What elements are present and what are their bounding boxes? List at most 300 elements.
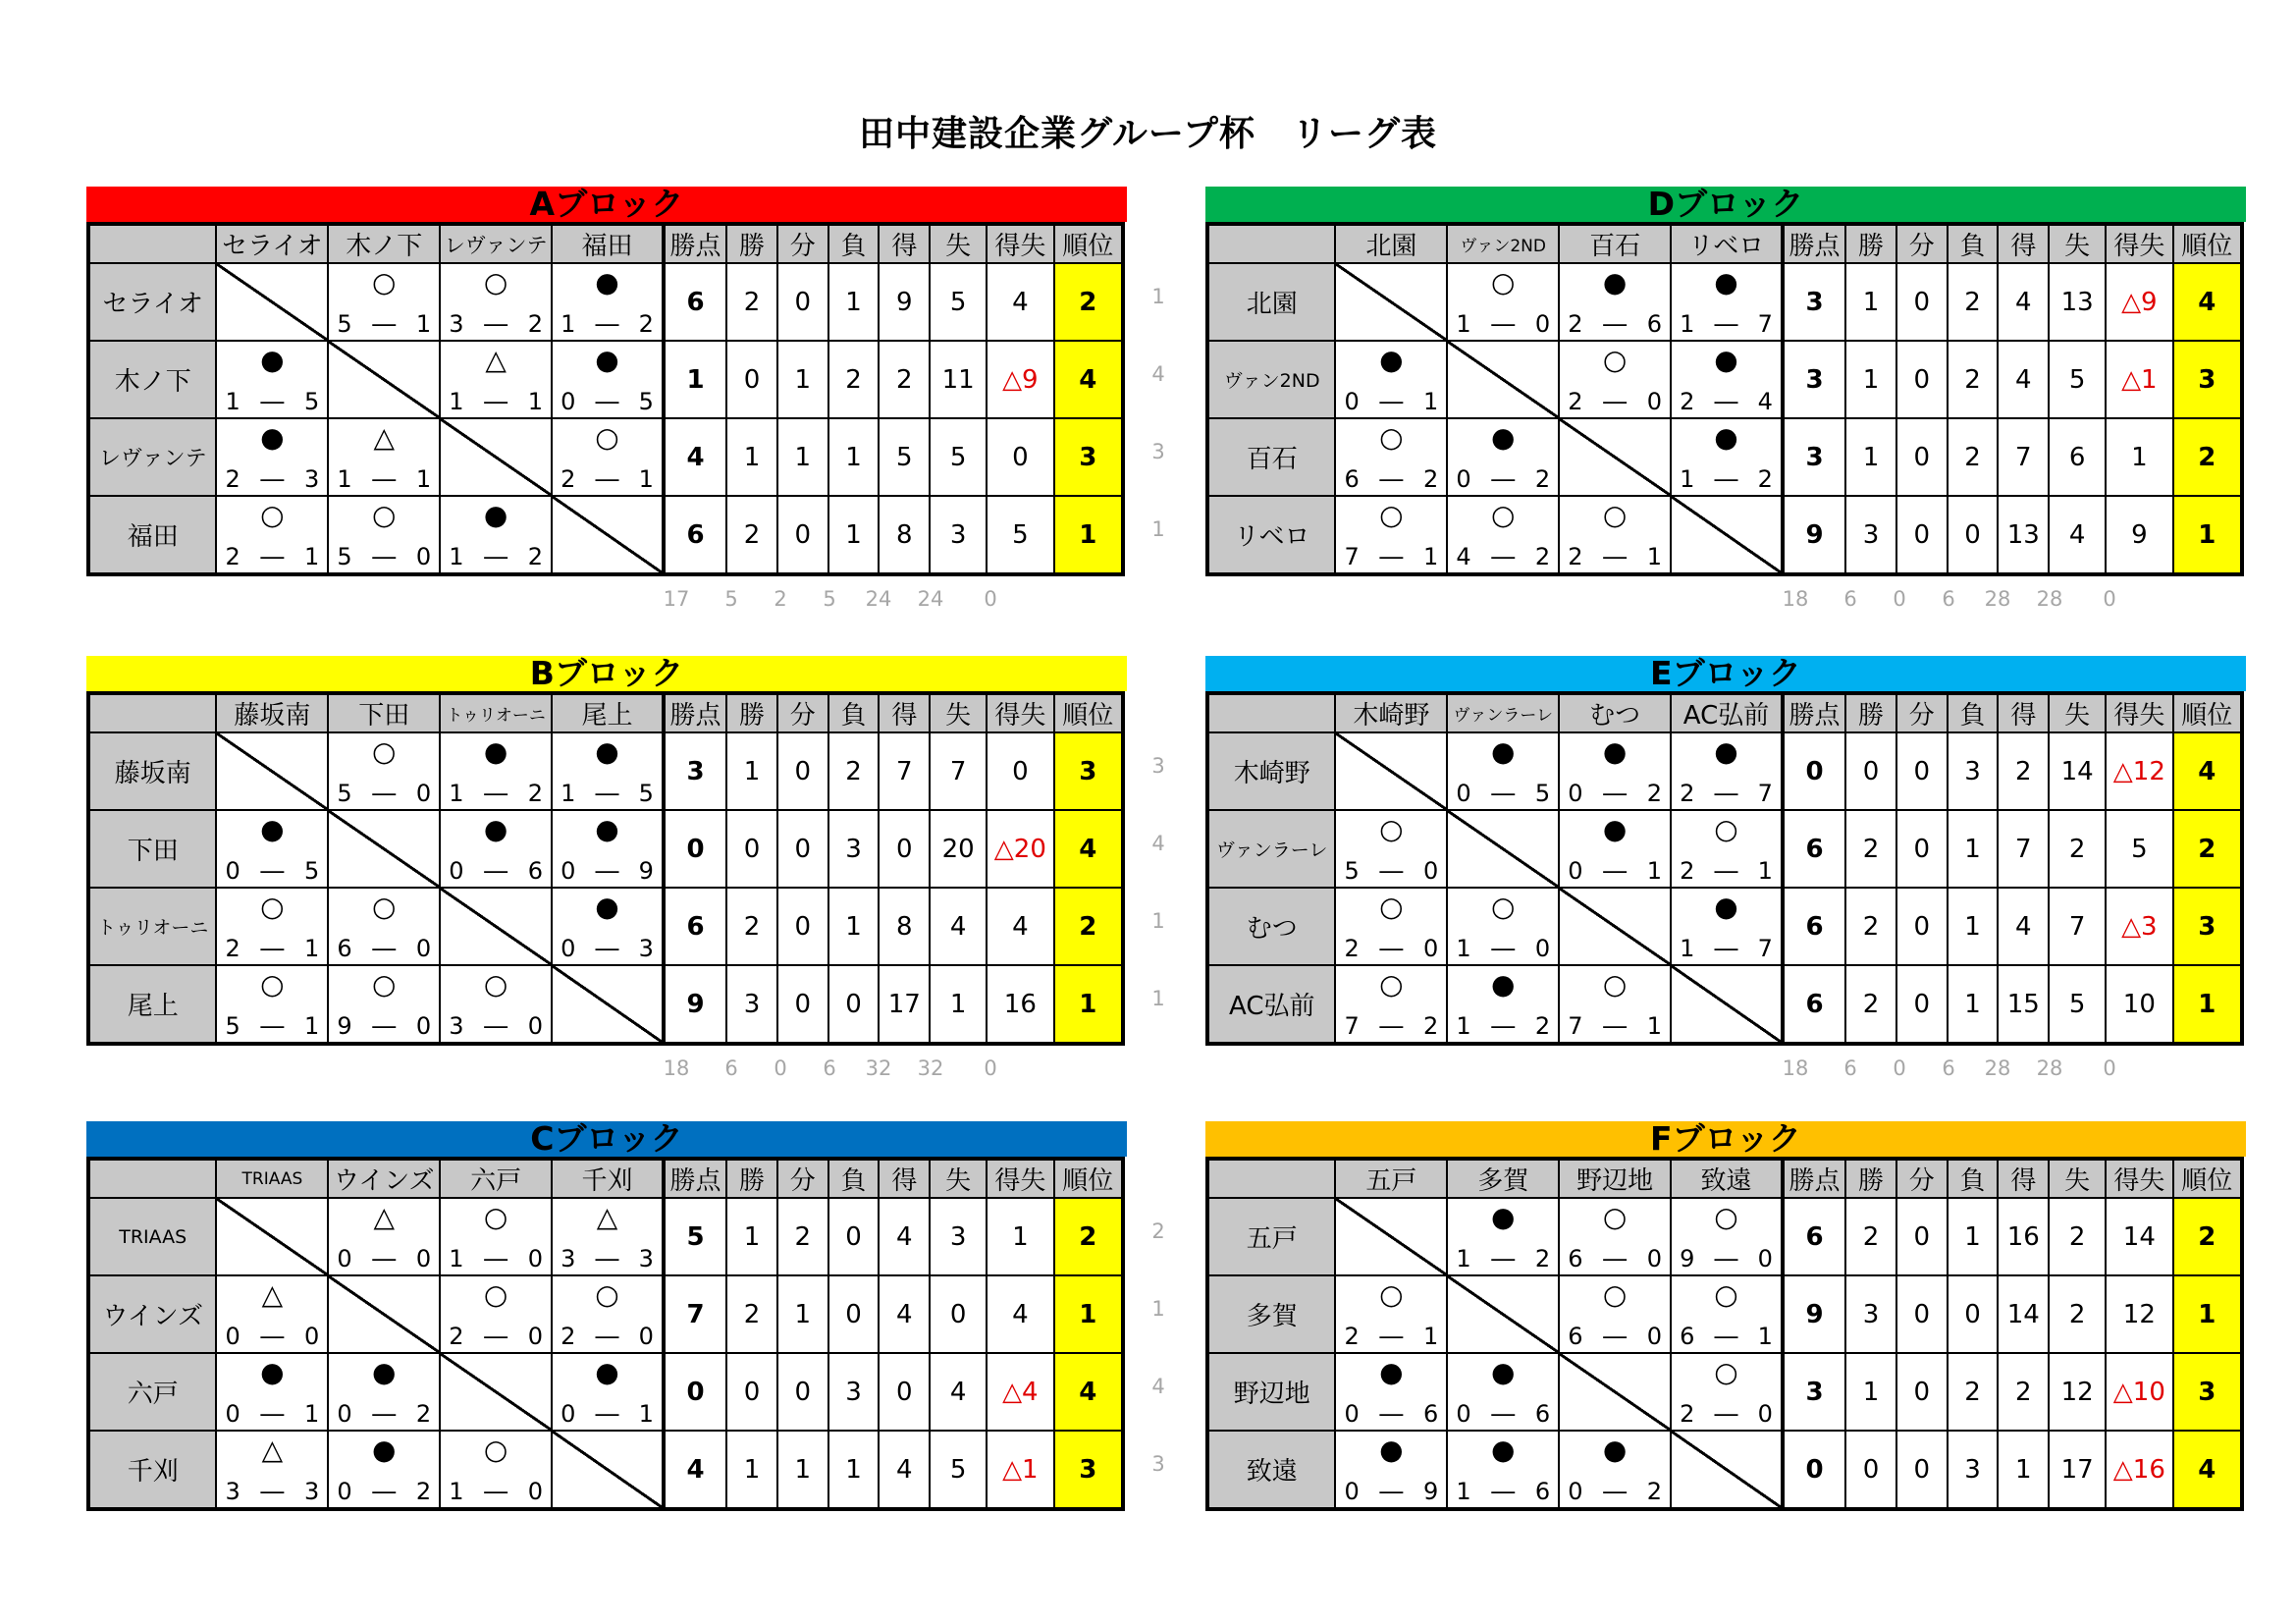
draws: 1	[777, 418, 828, 496]
goals-for: 5	[879, 418, 930, 496]
score-own: 3	[449, 1012, 464, 1040]
score-own: 0	[337, 1245, 352, 1272]
match-result	[1447, 888, 1559, 965]
result-mark: ○	[372, 891, 397, 923]
score-opponent: 0	[415, 1012, 432, 1040]
score-own: 2	[1568, 310, 1583, 338]
score-opponent: 1	[638, 465, 654, 493]
match-score	[1344, 1012, 1438, 1040]
draws: 0	[777, 496, 828, 574]
rank-cell: 1	[2173, 1275, 2243, 1353]
team-row	[1207, 965, 2242, 1044]
match-result	[552, 810, 664, 888]
match-result	[1559, 1198, 1671, 1275]
match-result	[216, 496, 328, 574]
score-opponent: 1	[1646, 857, 1663, 885]
score-own: 6	[1568, 1245, 1583, 1272]
result-mark: ○	[372, 968, 397, 1001]
standings-table	[1205, 691, 2244, 1046]
wins: 2	[1845, 965, 1896, 1044]
score-opponent: 6	[1534, 1400, 1551, 1428]
self-match-diagonal	[1335, 263, 1447, 341]
header-gd: 得失	[987, 693, 1053, 732]
losses: 1	[828, 418, 880, 496]
header-points: 勝点	[664, 1159, 726, 1198]
block-title: Fブロック	[1205, 1121, 2246, 1157]
score-own: 3	[449, 310, 464, 338]
losses: 2	[828, 341, 880, 418]
match-score	[449, 310, 543, 338]
losses: 2	[1948, 1353, 1999, 1431]
side-rank-note: 1	[1151, 1297, 1165, 1321]
score-own: 0	[225, 1400, 240, 1428]
points: 9	[1783, 496, 1845, 574]
team-row	[88, 1431, 1123, 1509]
result-mark: ●	[260, 344, 285, 376]
draws: 0	[1896, 888, 1948, 965]
score-dash: ―	[372, 935, 397, 962]
match-score	[337, 935, 431, 962]
score-opponent: 2	[1646, 780, 1663, 807]
score-own: 4	[1456, 543, 1471, 570]
points: 0	[664, 1353, 726, 1431]
header-row	[1207, 1159, 2242, 1198]
result-mark: ○	[1379, 499, 1404, 531]
match-score	[225, 935, 319, 962]
match-score	[337, 465, 431, 493]
score-own: 0	[1568, 1478, 1583, 1505]
goals-against: 2	[2049, 810, 2106, 888]
header-gf: 得	[1998, 1159, 2049, 1198]
result-mark: ○	[1714, 1356, 1738, 1388]
match-result	[216, 810, 328, 888]
match-result	[552, 1275, 664, 1353]
score-opponent: 0	[527, 1323, 544, 1350]
goals-for: 7	[1998, 418, 2049, 496]
column-team-name: セライオ	[216, 224, 328, 263]
rank-cell: 2	[1054, 1198, 1124, 1275]
goal-difference: △20	[987, 810, 1053, 888]
match-result	[1559, 263, 1671, 341]
total-value: 6	[1942, 587, 1955, 611]
column-team-name: 多賀	[1447, 1159, 1559, 1198]
side-rank-note: 3	[1151, 754, 1165, 778]
match-score	[225, 857, 319, 885]
match-result	[1559, 1431, 1671, 1509]
self-match-diagonal	[216, 263, 328, 341]
goals-for: 4	[879, 1198, 930, 1275]
draws: 1	[777, 1275, 828, 1353]
team-row	[1207, 732, 2242, 810]
totals-row	[86, 587, 1125, 617]
column-team-name: 六戸	[440, 1159, 552, 1198]
row-team-name: 百石	[1207, 418, 1335, 496]
score-opponent: 0	[638, 1323, 654, 1350]
column-team-name: 木崎野	[1335, 693, 1447, 732]
header-row	[1207, 224, 2242, 263]
score-dash: ―	[595, 935, 619, 962]
score-own: 2	[1344, 1323, 1360, 1350]
match-result	[1447, 263, 1559, 341]
goals-for: 4	[1998, 888, 2049, 965]
goals-against: 6	[2049, 418, 2106, 496]
self-match-diagonal	[1447, 341, 1559, 418]
score-dash: ―	[1491, 310, 1516, 338]
match-score	[1344, 857, 1438, 885]
losses: 0	[828, 1198, 880, 1275]
score-own: 1	[1680, 935, 1695, 962]
score-opponent: 2	[1534, 1012, 1551, 1040]
match-score	[1344, 935, 1438, 962]
score-own: 5	[337, 543, 352, 570]
score-dash: ―	[595, 857, 619, 885]
result-mark: ●	[1602, 266, 1628, 298]
league-block	[1205, 654, 2246, 1080]
total-value: 24	[865, 587, 892, 611]
points: 6	[664, 888, 726, 965]
result-mark: ●	[595, 344, 619, 376]
match-score	[1344, 1400, 1438, 1428]
draws: 0	[777, 965, 828, 1044]
score-dash: ―	[595, 1245, 619, 1272]
total-value: 17	[663, 587, 690, 611]
match-result	[328, 732, 440, 810]
self-match-diagonal	[1559, 1353, 1671, 1431]
score-dash: ―	[1491, 935, 1516, 962]
score-own: 1	[1680, 465, 1695, 493]
match-result	[1559, 810, 1671, 888]
total-value: 32	[865, 1056, 892, 1080]
draws: 0	[1896, 1275, 1948, 1353]
total-value: 18	[663, 1056, 690, 1080]
team-row	[1207, 888, 2242, 965]
match-result	[216, 1353, 328, 1431]
result-mark: ○	[1379, 421, 1404, 454]
score-opponent: 0	[1534, 310, 1551, 338]
column-team-name: ウインズ	[328, 1159, 440, 1198]
score-dash: ―	[1714, 780, 1738, 807]
team-row	[1207, 1275, 2242, 1353]
score-dash: ―	[1714, 310, 1738, 338]
header-points: 勝点	[1783, 224, 1845, 263]
losses: 3	[1948, 1431, 1999, 1509]
points: 6	[664, 263, 726, 341]
score-dash: ―	[1603, 543, 1628, 570]
score-opponent: 0	[1757, 1400, 1773, 1428]
rank-cell: 4	[2173, 1431, 2243, 1509]
score-dash: ―	[484, 1478, 508, 1505]
score-dash: ―	[484, 1323, 508, 1350]
self-match-diagonal	[1335, 732, 1447, 810]
row-team-name: 致遠	[1207, 1431, 1335, 1509]
header-points: 勝点	[1783, 1159, 1845, 1198]
total-value: 6	[1942, 1056, 1955, 1080]
corner-diagonal	[88, 1159, 216, 1198]
match-score	[1568, 780, 1662, 807]
goals-against: 5	[930, 263, 987, 341]
score-opponent: 1	[1646, 543, 1663, 570]
goals-against: 7	[930, 732, 987, 810]
losses: 1	[828, 263, 880, 341]
league-block	[1205, 1121, 2246, 1511]
score-opponent: 0	[1423, 857, 1439, 885]
result-mark: ●	[1491, 1356, 1516, 1388]
score-dash: ―	[484, 1245, 508, 1272]
score-dash: ―	[595, 780, 619, 807]
result-mark: ○	[372, 266, 397, 298]
score-dash: ―	[1379, 1400, 1404, 1428]
match-score	[561, 780, 654, 807]
side-rank-note: 1	[1151, 909, 1165, 933]
goals-for: 4	[879, 1431, 930, 1509]
goal-difference: 5	[2106, 810, 2172, 888]
header-loss: 負	[1948, 224, 1999, 263]
block-title: Bブロック	[86, 656, 1127, 691]
team-row	[88, 732, 1123, 810]
result-mark: ●	[1379, 344, 1404, 376]
score-dash: ―	[484, 388, 508, 415]
score-dash: ―	[260, 388, 285, 415]
score-own: 1	[1456, 310, 1471, 338]
losses: 2	[828, 732, 880, 810]
wins: 0	[726, 1353, 777, 1431]
points: 4	[664, 418, 726, 496]
standings-table	[86, 691, 1125, 1046]
result-mark: ●	[260, 421, 285, 454]
losses: 1	[1948, 810, 1999, 888]
self-match-diagonal	[440, 1353, 552, 1431]
score-dash: ―	[484, 310, 508, 338]
match-score	[449, 1323, 543, 1350]
score-opponent: 2	[1646, 1478, 1663, 1505]
score-own: 1	[449, 388, 464, 415]
score-own: 9	[337, 1012, 352, 1040]
score-own: 0	[1344, 1400, 1360, 1428]
rank-cell: 2	[2173, 418, 2243, 496]
score-own: 7	[1344, 543, 1360, 570]
result-mark: ●	[1491, 735, 1516, 768]
corner-diagonal	[88, 693, 216, 732]
score-own: 2	[561, 465, 576, 493]
team-row	[88, 965, 1123, 1044]
header-rank: 順位	[1054, 1159, 1124, 1198]
score-dash: ―	[372, 543, 397, 570]
score-opponent: 2	[527, 780, 544, 807]
column-team-name: 百石	[1559, 224, 1671, 263]
row-team-name: むつ	[1207, 888, 1335, 965]
goals-against: 2	[2049, 1198, 2106, 1275]
header-loss: 負	[828, 224, 880, 263]
points: 3	[1783, 418, 1845, 496]
score-opponent: 1	[527, 388, 544, 415]
standings-table	[1205, 1157, 2244, 1511]
block-title: Dブロック	[1205, 187, 2246, 222]
goal-difference: △9	[2106, 263, 2172, 341]
match-score	[1568, 1478, 1662, 1505]
result-mark: ●	[1602, 813, 1628, 845]
match-result	[1335, 1353, 1447, 1431]
score-own: 2	[1680, 1400, 1695, 1428]
self-match-diagonal	[440, 418, 552, 496]
goals-against: 7	[2049, 888, 2106, 965]
score-own: 5	[225, 1012, 240, 1040]
column-team-name: ヴァン2ND	[1447, 224, 1559, 263]
score-dash: ―	[1379, 1323, 1404, 1350]
match-result	[328, 888, 440, 965]
score-own: 0	[1456, 780, 1471, 807]
losses: 2	[1948, 418, 1999, 496]
match-score	[1680, 857, 1773, 885]
result-mark: ○	[595, 1278, 619, 1311]
score-opponent: 6	[1423, 1400, 1439, 1428]
result-mark: ●	[372, 1434, 397, 1466]
self-match-diagonal	[328, 1275, 440, 1353]
score-opponent: 1	[1757, 1323, 1773, 1350]
result-mark: ●	[372, 1356, 397, 1388]
header-gd: 得失	[987, 1159, 1053, 1198]
score-dash: ―	[1603, 857, 1628, 885]
score-own: 0	[1568, 780, 1583, 807]
score-opponent: 0	[1423, 935, 1439, 962]
team-row	[1207, 1198, 2242, 1275]
score-opponent: 5	[638, 388, 654, 415]
score-opponent: 2	[1423, 465, 1439, 493]
rank-cell: 3	[2173, 341, 2243, 418]
result-mark: ○	[1714, 1201, 1738, 1233]
total-value: 24	[917, 587, 944, 611]
match-score	[1456, 780, 1550, 807]
score-own: 2	[561, 1323, 576, 1350]
match-score	[1680, 1245, 1773, 1272]
score-opponent: 6	[1534, 1478, 1551, 1505]
match-score	[561, 388, 654, 415]
match-score	[1568, 543, 1662, 570]
rank-cell: 4	[1054, 1353, 1124, 1431]
score-opponent: 7	[1757, 780, 1773, 807]
self-match-diagonal	[1447, 1275, 1559, 1353]
score-opponent: 1	[415, 310, 432, 338]
result-mark: △	[373, 1201, 396, 1233]
points: 6	[664, 496, 726, 574]
wins: 1	[726, 1431, 777, 1509]
result-mark: ○	[1491, 891, 1516, 923]
goals-for: 4	[1998, 341, 2049, 418]
league-block	[86, 654, 1165, 1080]
match-result	[440, 965, 552, 1044]
goal-difference: 16	[987, 965, 1053, 1044]
score-own: 9	[1680, 1245, 1695, 1272]
total-value: 28	[1984, 587, 2011, 611]
score-opponent: 1	[638, 1400, 654, 1428]
match-score	[1680, 388, 1773, 415]
score-own: 2	[225, 465, 240, 493]
draws: 0	[777, 888, 828, 965]
score-own: 1	[225, 388, 240, 415]
row-team-name: セライオ	[88, 263, 216, 341]
draws: 0	[777, 732, 828, 810]
draws: 0	[1896, 496, 1948, 574]
match-result	[1335, 965, 1447, 1044]
header-row	[88, 1159, 1123, 1198]
wins: 1	[1845, 341, 1896, 418]
score-dash: ―	[595, 1400, 619, 1428]
result-mark: ●	[595, 891, 619, 923]
result-mark: ○	[1379, 891, 1404, 923]
goals-against: 4	[930, 1353, 987, 1431]
match-score	[1568, 1012, 1662, 1040]
match-result	[1335, 341, 1447, 418]
score-dash: ―	[372, 1245, 397, 1272]
score-dash: ―	[260, 543, 285, 570]
goals-for: 13	[1998, 496, 2049, 574]
score-own: 1	[1456, 935, 1471, 962]
column-team-name: 野辺地	[1559, 1159, 1671, 1198]
header-rank: 順位	[1054, 224, 1124, 263]
goals-against: 11	[930, 341, 987, 418]
score-dash: ―	[260, 1478, 285, 1505]
match-result	[216, 965, 328, 1044]
goals-against: 5	[930, 1431, 987, 1509]
score-own: 1	[1456, 1245, 1471, 1272]
wins: 1	[1845, 263, 1896, 341]
team-row	[88, 810, 1123, 888]
score-opponent: 6	[527, 857, 544, 885]
header-gd: 得失	[987, 224, 1053, 263]
goals-against: 4	[2049, 496, 2106, 574]
side-rank-note: 3	[1151, 440, 1165, 463]
match-score	[449, 1245, 543, 1272]
score-dash: ―	[484, 780, 508, 807]
score-opponent: 0	[1646, 1245, 1663, 1272]
match-score	[561, 1323, 654, 1350]
result-mark: △	[373, 421, 396, 454]
self-match-diagonal	[1559, 418, 1671, 496]
self-match-diagonal	[552, 1431, 664, 1509]
score-dash: ―	[1603, 1245, 1628, 1272]
match-result	[1671, 1353, 1783, 1431]
goals-for: 7	[879, 732, 930, 810]
self-match-diagonal	[552, 965, 664, 1044]
goal-difference: 1	[2106, 418, 2172, 496]
wins: 3	[726, 965, 777, 1044]
points: 3	[1783, 341, 1845, 418]
goal-difference: 0	[987, 732, 1053, 810]
score-opponent: 7	[1757, 310, 1773, 338]
match-score	[561, 857, 654, 885]
score-dash: ―	[1491, 465, 1516, 493]
goal-difference: △1	[2106, 341, 2172, 418]
score-opponent: 5	[1534, 780, 1551, 807]
header-row	[1207, 693, 2242, 732]
match-result	[328, 418, 440, 496]
draws: 0	[1896, 263, 1948, 341]
page-title: 田中建設企業グループ杯 リーグ表	[858, 114, 1438, 154]
score-own: 2	[1568, 543, 1583, 570]
draws: 0	[777, 263, 828, 341]
score-own: 0	[561, 388, 576, 415]
score-own: 1	[449, 1478, 464, 1505]
goal-difference: 4	[987, 263, 1053, 341]
side-rank-note: 3	[1151, 1452, 1165, 1476]
rank-cell: 3	[1054, 1431, 1124, 1509]
result-mark: ●	[483, 735, 508, 768]
draws: 0	[777, 1353, 828, 1431]
goal-difference: △10	[2106, 1353, 2172, 1431]
points: 0	[1783, 732, 1845, 810]
header-rank: 順位	[1054, 693, 1124, 732]
score-own: 2	[449, 1323, 464, 1350]
losses: 1	[1948, 965, 1999, 1044]
